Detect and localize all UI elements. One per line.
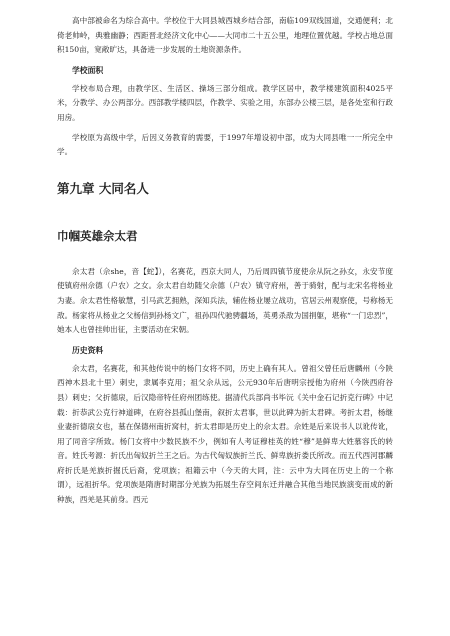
section-paragraph: 佘太君（佘she，音【蛇】），名赛花，西京大同人，乃后周四镇节度使佘从阮之孙女，永安节度使镇府州佘德（户农）之女。佘太君自幼随父佘德（户农）镇守府州，善于骑射，配与北宋名将杨业为妻。佘太君性格敏慧，引马武艺拥熟，深知兵法，辅佐杨业屡立战功，官居云州观察使，号称杨无敌。杨家将从杨业之父杨信到孙杨文广，祖孙四代驰骋疆场，英勇杀敌为国捐躯，堪称“一门忠烈”，她本人也曾挂帅出征，主要活动在宋朝。 [57, 266, 393, 335]
intro-paragraph: 高中部被命名为综合高中。学校位于大同县城西城乡结合部，南临109双线国道，交通便利；北倚老帅岭，典雅幽静；西距晋北经济文化中心——大同市二十五公里，地理位置优越。学校占地总面积150亩，宽敞旷达，具备进一步发展的土地资源条件。 [57, 16, 393, 55]
section-title: 巾帼英雄佘太君 [57, 228, 138, 243]
chapter-title: 第九章 大同名人 [57, 180, 149, 196]
history-heading: 历史资料 [72, 345, 104, 355]
campus-paragraph-2: 学校原为高级中学，后因义务教育的需要，于1997年增设初中部，成为大同县唯一一所完全中学。 [57, 132, 393, 157]
history-paragraph: 佘太君，名赛花，和其他传说中的杨门女将不同，历史上确有其人。曾祖父曾任后唐麟州（今陕西神木县北十里）刺史，隶属李克用；祖父佘从远，公元930年后唐明宗授他为府州（今陕西府谷县）刺史；父折德扆，后汉隐帝特任府州团练使。据清代兵部尚书毕沅《关中金石记折克行碑》中记载：折恭武公克行神道碑，在府谷县孤山堡南，叙折太君事，世以此碑为折太君碑。考折太君，杨继业妻折德扆女也，墓在保德州南折窝村，折太君即是历史上的佘太君。佘姓是后来说书人以讹传讹，用了同音字所致。杨门女将中少数民族不少，例如有人考证穆桂英的姓“穆”是鲜卑大姓慕容氏的转音。姓氏考源：折氏出匈奴折兰王之后。为古代匈奴族折兰氏、鲜卑族折娄氏所改。而五代西河郡麟府折氏是羌族折掘氏后裔，党项族；祖籍云中（今天的大同，注：云中为大同在历史上的一个称谓），远祖折华。党项族是隋唐时期部分羌族为拓展生存空间东迁并融合其他当地民族演变而成的新种族，西羌是其前身。西元 [57, 363, 393, 505]
campus-heading: 学校面积 [72, 65, 104, 75]
campus-paragraph-1: 学校布局合理，由教学区、生活区、操场三部分组成。教学区居中，教学楼建筑面积4025平米，分教学、办公两部分。西部教学楼四层，作教学、实验之用，东部办公楼三层，是各处室和行政用房。 [57, 83, 393, 122]
